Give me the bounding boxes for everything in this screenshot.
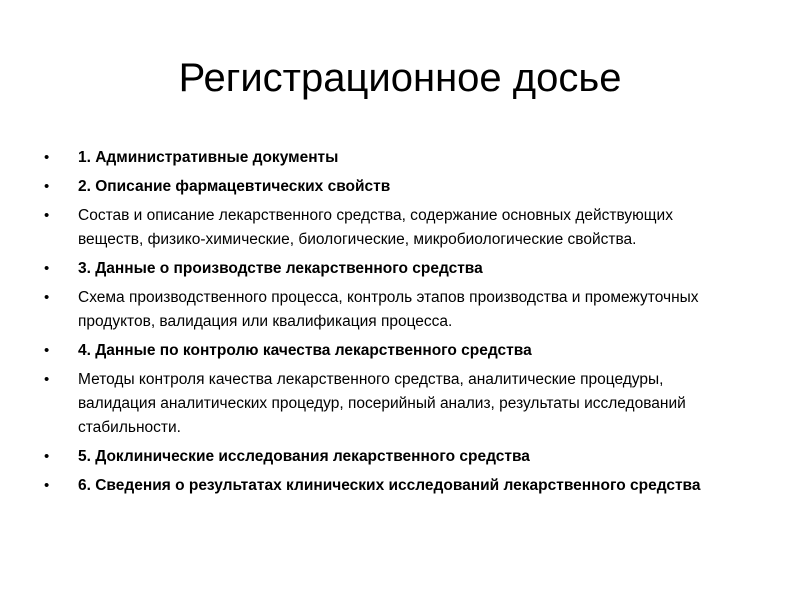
list-item-text: 1. Административные документы [78, 149, 339, 166]
list-item-text: Методы контроля качества лекарственного средства, аналитические процедуры, валидация аналитических процедур, посерийный анализ, результаты исследований стабильности. [78, 371, 686, 436]
bullet-icon: • [44, 342, 50, 359]
list-item [44, 257, 724, 281]
list-item-text: 4. Данные по контролю качества лекарственного средства [78, 342, 532, 359]
bullet-icon: • [44, 289, 50, 306]
list-item [44, 286, 724, 334]
slide-title: Регистрационное досье [178, 56, 622, 100]
bullet-icon: • [44, 149, 50, 166]
list-item [44, 146, 724, 170]
list-item [44, 175, 724, 199]
bullet-icon: • [44, 178, 50, 195]
list-item-text: Схема производственного процесса, контроль этапов производства и промежуточных продуктов, валидация или квалификация процесса. [78, 289, 699, 330]
list-item-text: 2. Описание фармацевтических свойств [78, 178, 391, 195]
bullet-list [44, 146, 724, 503]
list-item [44, 474, 724, 498]
bullet-icon: • [44, 207, 50, 224]
list-item-text: Состав и описание лекарственного средства, содержание основных действующих веществ, физико-химические, биологические, микробиологические свойства. [78, 207, 673, 248]
bullet-icon: • [44, 260, 50, 277]
list-item-text: 5. Доклинические исследования лекарственного средства [78, 448, 530, 465]
list-item [44, 445, 724, 469]
list-item-text: 6. Сведения о результатах клинических исследований лекарственного средства [78, 477, 701, 494]
list-item [44, 204, 724, 252]
bullet-icon: • [44, 448, 50, 465]
list-item [44, 368, 724, 440]
list-item-text: 3. Данные о производстве лекарственного средства [78, 260, 483, 277]
bullet-icon: • [44, 371, 50, 388]
list-item [44, 339, 724, 363]
bullet-icon: • [44, 477, 50, 494]
